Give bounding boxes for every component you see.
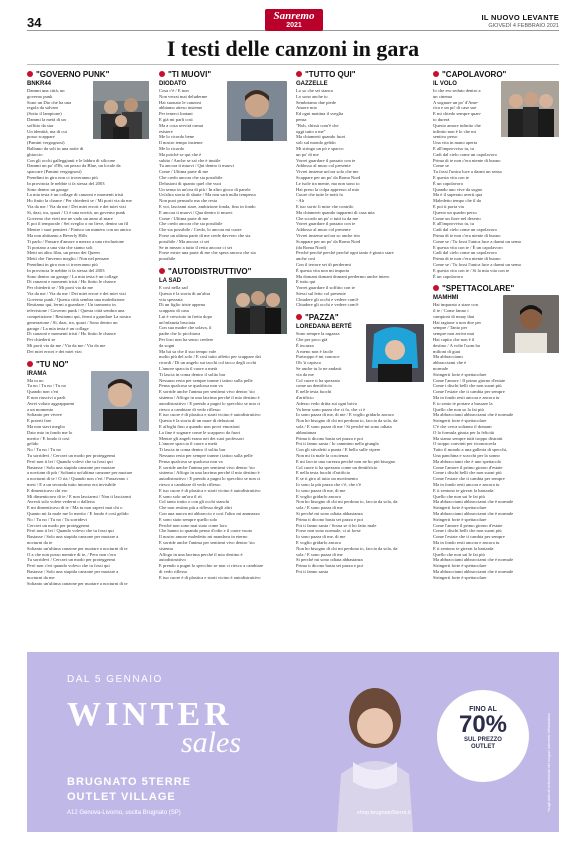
bullet-icon bbox=[296, 314, 302, 320]
lyrics-text: Hai imparato a stare con il te / Come fanno i campioni di muay thai Hai ragione a non dire per sempre / Tanto per sempre non arriva mai Hai capito che non è il destino / A volte l'uom ha milioni di guai Ma abbracciami abbracciami che è normale Stringerti forte è spettacolare Come l'amore / Il primo giorno d'estate Come i dischi belli che non suoni più Come l'estate che ti cambia per sempre Ma in fondo resti ancora e ancora tu E io sento te portare a bussare la Quello che non so la fai più Ma abbracciami abbracciami che è normale Stringerti forte è spettacolare C'è che cerca soltanto il domani O la formula giusta per la felicità Ma siamo sempre tutti troppo distratti O troppo convinti per riconoscerla Tutto il mondo a una galleria di specchi, Una panchina e scacchi per la sonno Ma abbracciami che è uno spettacolo Come l'amore il primo giorno d'estate Come i dischi belli che non suoni più Come l'estate che ti cambia per sempre Ma in fondo resti ancora e ancora tu E ti sentono te girerai la bastarda Quello che non sai le fai più Ma abbracciami abbracciami che è normale Stringerti forte è spettacolare Ma abbracciami abbracciami che è normale Stringerti forte è spettacolare Come l'amore il primo giorno d'estate Come i dischi belli che non suoni più Come l'estate che ti cambia per sempre Ma in fondo resti ancora e ancora tu E ti sentono te girerai la bastarda Quello che non sai le fai più Ma abbracciami abbracciami che è normale Stringerti forte è spettacolare Ma abbracciami abbracciami che è normale Stringerti forte è spettacolare bbox=[433, 302, 514, 580]
section-header: "AUTODISTRUTTIVO" bbox=[159, 267, 287, 276]
discount-line-2: OUTLET bbox=[471, 744, 495, 750]
section-header: "CAPOLAVORO" bbox=[433, 70, 559, 79]
artist-name: LA SAD bbox=[159, 277, 182, 284]
song-section bbox=[159, 267, 287, 581]
song-section bbox=[433, 284, 559, 580]
logo-title: Sanremo bbox=[273, 10, 315, 22]
discount-percent: 70% bbox=[458, 711, 508, 738]
paper-name: IL NUOVO LEVANTE bbox=[481, 13, 559, 22]
lyrics-text: Cosa c'è / E non Non verrai mai deluderme Hai suonato le canzoni abbiamo atteso insieme Per tenerci lontani E già mi parli così Ma a cosa servirà ormai esistere Me lo ricordo bene Il nostro tempo insieme Me lo ricordo Ma poiché se qui che è subito / Anche se sai che è inutile Tu ancora ti muovi / Qui dentro ti muovi Come / Ultima parte di me Che credo ancora che sia possibile Delusioni di quanto quel che vuoi Un senso in un'ora di più / In altro gioco di parole Un'altra storia di sbatte / Ma non sarà nulla tempesta Non puoi pensarlo ma che resta E voi, lasciami stare, ambizione fonda, fino in fondo E ancora ti muovi / Qua dentro ti muovi Come / Ultima parte di me Che credo ancora che sia possibile Che sia possibile / Credo, lo ancora mi cuore Forse un ultima parte di me crede davvero che sia possibile / Ma ancora ci sei Se in mezzo a tutto il resto ancora ci sei Forse esiste una parte di me che spera ancora che sia possibile bbox=[159, 88, 256, 262]
model-photo bbox=[327, 678, 423, 832]
section-header: "GOVERNO PUNK" bbox=[27, 70, 149, 79]
artist-name: DIODATO bbox=[159, 81, 187, 87]
artist-name: IRAMA bbox=[27, 370, 47, 377]
ad-brand: BRUGNATO 5TERRE bbox=[67, 776, 191, 788]
ad-disclaimer: *sugli articoli selezionati nei negozi aderenti all'iniziativa bbox=[546, 713, 551, 812]
discount-line-1: SUL PREZZO bbox=[464, 737, 502, 743]
artist-name: IL VOLO bbox=[433, 81, 457, 87]
sanremo-logo bbox=[265, 9, 323, 31]
section-header: "TI MUOVI" bbox=[159, 70, 287, 79]
section-header: "PAZZA" bbox=[296, 313, 424, 322]
page-header bbox=[27, 10, 559, 31]
lyrics-text: E così nella sad Questa è la storia di un'altra vita spezzata Di un figlio triste appena scappato di casa Lui è cresciuto in fretta dopo un'infanzia bruciata Con sua madre che urlava, il padre che lo picchiava Per loro non ha senso credere da sogni Ma lui sa che il suo tempo vale molto più del solo / E così tutto affetto per scappare dai ricordi / Di un angelo sui tacchi col tacco degli occhi L'amore spaccia il cuore a metà Ti lascia in coma dentro il solito bar Nessuno resta per sempre tranne i tattoo sulla pelle Pensa qualcosa se qualcosa non va E sorride anche l'anima per sentirmi vivo dentro 'sto sistema / Affogo in una lacrima perché il mio destino è autodistruttivo / E prendo a pugni lo specchio se non ci riesco a cambiare di vedo riflesso E tuo cuore è di plastica e starti vicino è autodistruttivo Questa è la storia di un mare di delusioni E affoghi fino a quando non provi emozioni La fine è sognare come le scappavo da fuori Mentre gli angeli erano nei dei suoi professori L'amore spaccia il cuore a metà Ti lascia in coma dentro il solito bar Nessuno resta per sempre tranne i tattoo sulla pelle Pensa qualcosa se qualcosa non va E sorride anche l'anima per sentirmi vivo dentro 'sto sistema / Affogo in una lacrima perché il mio destino è autodistruttivo / E prendo a pugni lo specchio se non ci riesco a cambiare di vedo riflesso E tuo cuore è di plastica e starti vicino è autodistruttivo E sono solo un'ora il rit Col tanto tratto o con gli occhi stanchi Che non restino più a riflesso degli altri Con una nuova mi abbraccio e così l'altro mi ammazzo E sono stato sempre quello solo Perché non sono mai stato come loro Che hanno io quando penso d'odio e il cuore vuoto Il nostro amore maledetto mi mandava in eterno E sorride anche l'anima per sentirmi vivo dentro 'sto sistema Affogo in una lacrima perché il mio destino è autodistruttivo E prendo a pugni lo specchio se non ci riesco a cambiare di vedo riflesso E tuo cuore è di plastica e starti vicino è autodistruttivo bbox=[159, 284, 264, 580]
artist-name: GAZZELLE bbox=[296, 81, 328, 87]
section-header: "TUTTO QUI" bbox=[296, 70, 424, 79]
artist-photo bbox=[501, 81, 559, 142]
masthead bbox=[482, 13, 559, 29]
bullet-icon bbox=[159, 71, 165, 77]
song-section bbox=[159, 70, 287, 262]
song-section bbox=[27, 360, 149, 587]
artist-photo bbox=[227, 278, 287, 339]
bullet-icon bbox=[27, 361, 33, 367]
lyrics-text: Ma tu no Tu no / Tu no / Tu no Quando non c'eri E non riuscivi a parli Avrei voluto aggrapparmi a un momento Soltanto per vivere E poterti fare Ma non stavi meglio Dato mio in fondo me lo merito / E fondo ti così gelido No / Tu no / Tu no Tu sorridevi / Cercavi un modo per proteggermi Però non ti lei / Quando volevi che tu fossi qui Bastasse / Solo una stupida canzone per nuotare a novitam di più / Soltanto un'ultima canzone per nuotare a nocturni di te / O ria / Quando non c'eri / Passavano i mesi / E a un seconda tutto intorno era invisibile E dimenticavo chi ero Mi dimenticavo di te / E non lasciarmi / Non ti lasciarmi Avresti solo volete vederni o dalleria E mi dimenticavo di te / Ma tu non sapevi mai chi o Quanto mi fa male me lo merito / E fondo è così gelido No / Tu no / Tu no / Tu sorridevi Cercavi un modo per proteggermi Però non ti lei / Quando volevo che tu fossi qui Bastasse / Solo una stupida canzone per nuotare a nocturni da te Soltanto un'ultima canzone per nuotare a nocturni di te O a che non posso mentire di te, / Pero non c'era Tu sorridevi / Cercavi un modo per proteggermi Però non c'eri quando volevo che tu fossi qui Bastasse / Solo una stupida canzone per nuotare a nocturni da me Soltanto un'ultima canzone per nuotare a nocturni di te bbox=[27, 377, 133, 586]
page-title: I testi delle canzoni in gara bbox=[166, 36, 420, 61]
bullet-icon bbox=[433, 285, 439, 291]
song-section bbox=[296, 70, 424, 308]
discount-prefix: FINO AL bbox=[469, 706, 497, 713]
song-section bbox=[27, 70, 149, 355]
bullet-icon bbox=[159, 268, 165, 274]
artist-photo bbox=[91, 371, 149, 436]
ad-date: DAL 5 GENNAIO bbox=[67, 674, 163, 685]
page-number: 34 bbox=[27, 15, 42, 30]
lyrics-text: Io che ero seduto dentro a un cinema A sognare un po' d'Ame- rica e un po' di case sue E mi chiedo sempre quan- to durerà Questo amore infinito che infinito non è lo che mi sentivo perso Una vita in mano aperta E all'improvviso tu, tu Cadi dal cielo come un capolavoro Prima di te non c'era niente di buono Come se Tu fossi l'unica luce a darmi un senso E questa vita con te È un capolavoro Quando uno vive da sogno Ma è il superato averti qua Maledetto tempo che il da E poi ti porta via Questo un quadro perso Come un fiore nel deserto E all'improvviso tu, tu Cadi dal cielo come un capolavoro Prima di te non c'era niente di buono Come se / Tu fossi l'unica luce a darmi un senso E questa vita con te / È un capolavoro Cadi dal cielo come un capolavoro Prima di te non c'era niente di buono Come se / Tu fossi l'unica luce a darmi un senso E questa vita con te / Si la mia vita con te È un capolavoro bbox=[433, 88, 522, 279]
column-2 bbox=[159, 70, 287, 645]
column-3 bbox=[296, 70, 424, 645]
title-divider bbox=[27, 64, 559, 65]
artist-name: MAMHMI bbox=[433, 295, 459, 302]
section-header: "TU NO" bbox=[27, 360, 149, 369]
lyrics-text: Dammi una città, un governo punk Sono un Dio che ha una regola da salvare (Sotto il lampione) Dammi la metà di un soffitto da star Un identità, ma di cui posso scappare (Pamini vergognosi) Ballamo da soli in una notte di ghiaccio Con gli occhi galleggianti e le labbra di silicone Dammi un po' d'Hr, un pezzo da Blue, un locale da spaccare (Pamini vergognosi) Prendimi in giro non ci troveranno più In provincia le nebbie ti fa stessa del 2003 Sono dentro un garage La mia testa è un collage di canzoni e momenti tristi Ho finito la chance / Per chiederti se / Mi porti via da me Via da me / Via da me / Dei miei errori e dei miei vizi Sì, dazi, tra, quazi / Ci è una novità, un governo punk Governo che vieti me ne vado un anno al mare E poi il temporale / Sei sveglio o no lieve, dentro un fil Mentre i suoi pensieri / Finisco un numero con un amico Ma non abitiamo a Beverly Hills Ti parlo / Passare d'amore a mezzo a una rivoluzione Ti portano a una vita che siamo soli Metti un altro film, un pezzo dei Queen Metti che l'inverno meglio / Non nel pensare Prendimi in giro non ci troveranno più In provincia le nebbie ti fa stessa del 2003 Sono dentro un garage / La mia testa è un collage Di canzoni e momenti tristi / Ho finito le chance Per chiederti se / Mi porti via da me Via da me / Via da me / Dei miei errori e dei miei vizi Governo punk / Questa città sembra una maledizione Restiamo qui, fermi a guardare / Un tramonto in televisione / Governo punk / Questa città sembra una competizione / Restiamo qui, fermi a guardare La nostra generazione / Sì, dazi, tra, quazi / Sono dentro un garage / La mia testa è un collage Di canzoni e momenti tristi / Ho finito le chance Per chiederti se Mi porti via da me / Via da me / Via da me Dei miei errori e dei miei vizi bbox=[27, 88, 132, 354]
artist-photo bbox=[366, 324, 424, 387]
bullet-icon bbox=[27, 71, 33, 77]
advertisement-banner[interactable] bbox=[27, 652, 559, 832]
column-4 bbox=[433, 70, 559, 645]
artist-name: BNKR44 bbox=[27, 81, 52, 87]
ad-headline: WINTER bbox=[67, 696, 233, 733]
song-section bbox=[296, 313, 424, 574]
section-header: "SPETTACOLARE" bbox=[433, 284, 559, 293]
paper-date: GIOVEDÌ 4 FEBBRAIO 2021 bbox=[488, 23, 559, 29]
lyrics-text: Sono sempre la ragazza Che per poco già È incazza A meno non è facile Purtroppo è mi conosce Oh 'ti capisco Se anche tu lo ne andasti via da me Col cuore ti ha spezzato come un dentifricio E nelle testa fuochi d'artificio Adesso vedo dritta sui ogni brivo Va bene sono pazza che ci fa, che ci è Io sono pazza di me, di me / E voglio gridarlo ancora Non ho bisogno di chi mi perdona io, faccia da sola, da sola / E sono pazza di me / Si perché mi sono odiata abbastanza Prima ti dicono basta sei pazza e poi Poi ti fanno santa / Io cammino nella giungla Con gli stivaletti a punta / E bello sulle vipere Non mi fa male la coscienza E mi faccio una carezza perché non ne ho più bisogno Col cuore ti ha spezzato come un dentifricio E nella testa fuochi d'artificio E se ti giro al tutto un movimento Io sono la più pazza che c'è, che c'è Io sono pazza di me, di me E voglio gridarlo ancora Non ho bisogno di chi mi perdona io, faccia da sola, da sola / E sono pazza di me Si perché mi sono odiata abbastanza Prima ti dicono basta sei pazza e poi Poi ti fanno santa / Scusa se ti ho fatto male Forse non sono normale, ci ai forse Io sono pazza di me, di me E voglio gridarlo ancora Non ho bisogno di chi mi perdona io, faccia da sola, da sola / E sono pazza di me Si perché mi sono odiata abbastanza Prima ti dicono basta sei pazza e poi Poi ti fanno santa bbox=[296, 331, 398, 574]
bullet-icon bbox=[433, 71, 439, 77]
column-1 bbox=[27, 70, 149, 645]
artist-photo bbox=[227, 81, 287, 146]
ad-address: A12 Genova-Livorno, uscita Brugnato (SP) bbox=[67, 810, 181, 816]
artist-name: LOREDANA BERTÉ bbox=[296, 324, 352, 331]
logo-year: 2021 bbox=[286, 22, 302, 29]
song-section bbox=[433, 70, 559, 279]
lyrics-text: Lo so che sei stanca Lo sono anche io Sembriamo due piede Amore mio Ed ogni mattina il sveglia pensa "Boh, chissà com'è che oggi tutto a me" Ma chiamerti quando fuori soli sul mondo gelido Mi stringo un pò e spacco un po' di me Vorrei guardare il passato con te Addosso al muro col presente Vivrei insieme un'ora solo che me Scappare per un po' da Roma Nord Le isole tra mente, ma non sono io Hai preso la colpa appresso al mio Cuore che tutte le notti fa - Ah E tuo sorrir li mise che contrilo Ma chiamerti quando tapparmi di casa mia Che scordo un po' o tutti tu da me Vorrei guardare il passato con te Addosso al muro col presente Vivrei insieme un'ora so anche trio Scappare per un po' da Roma Nord (da Roma Nord) Perché perché perché perché ogni tanto è giusto stare anche così Con il terrore sei di perderrmi È questa vita non mi importa Ma domani domani domani perdermo anche intero E tutto qui Vorrei guardare il soffitto con te Stessi sul letto col presente Chiudere gli occhi e vedere com'è Chiudere gli occhi e vedere com'è bbox=[296, 88, 394, 308]
discount-badge bbox=[437, 690, 529, 782]
ad-brand-subtitle: OUTLET VILLAGE bbox=[67, 791, 176, 803]
artist-photo bbox=[93, 81, 149, 144]
artist-photo bbox=[503, 295, 559, 358]
bullet-icon bbox=[296, 71, 302, 77]
ad-headline-script: sales bbox=[181, 726, 241, 759]
ad-url[interactable]: shop.brugnato5terre.it bbox=[357, 810, 411, 816]
